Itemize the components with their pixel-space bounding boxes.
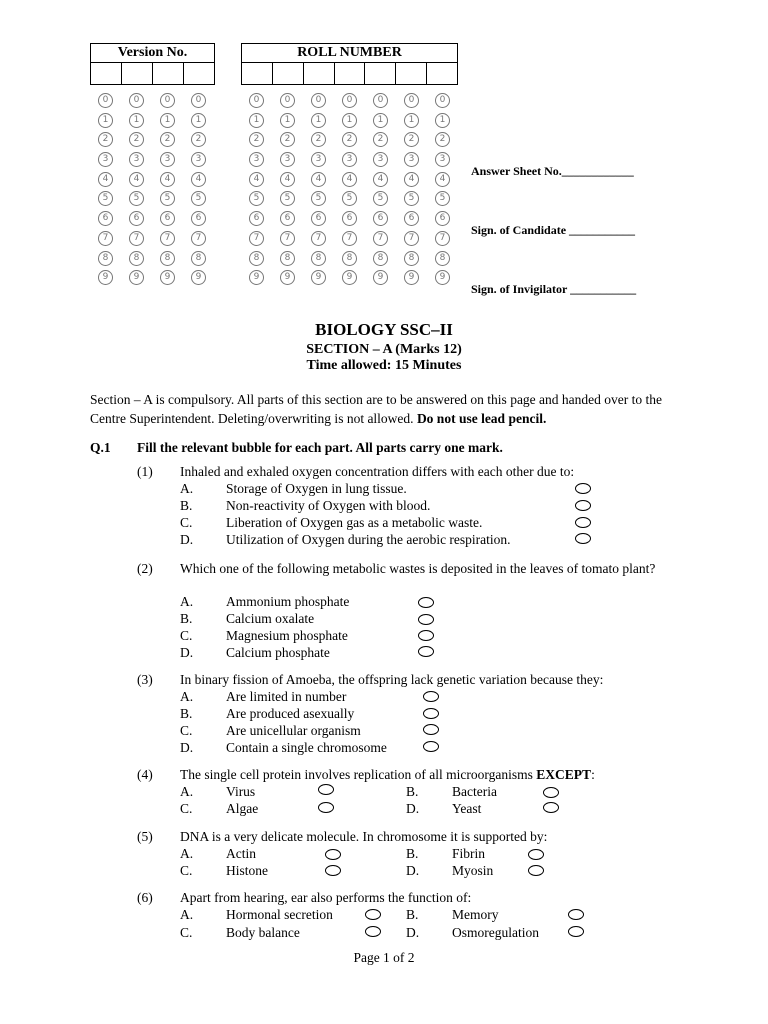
roll-bubble-column (311, 93, 327, 290)
part-question-text: In binary fission of Amoeba, the offspring lack genetic variation because they: (180, 672, 604, 687)
digit-bubble[interactable]: 2 (98, 132, 113, 147)
digit-bubble[interactable]: 4 (191, 172, 206, 187)
version-bubble-column (160, 93, 176, 290)
option-letter: B. (406, 846, 419, 861)
answer-bubble[interactable] (543, 787, 559, 798)
option-text: Actin (226, 846, 256, 861)
digit-bubble[interactable]: 4 (249, 172, 264, 187)
part-question (180, 829, 680, 846)
option-letter: D. (406, 925, 420, 940)
digit-bubble[interactable]: 5 (342, 191, 357, 206)
answer-bubble[interactable] (575, 533, 591, 544)
option-text: Histone (226, 863, 268, 878)
digit-bubble[interactable]: 7 (129, 231, 144, 246)
digit-bubble[interactable]: 5 (311, 191, 326, 206)
digit-bubble[interactable]: 1 (404, 113, 419, 128)
version-number-box (90, 43, 215, 85)
digit-bubble[interactable]: 8 (404, 251, 419, 266)
digit-bubble[interactable]: 3 (98, 152, 113, 167)
answer-bubble[interactable] (528, 865, 544, 876)
part-question (180, 464, 680, 481)
answer-bubble[interactable] (568, 926, 584, 937)
option-letter: B. (406, 907, 419, 922)
option-letter: C. (180, 925, 193, 940)
question-instruction: Fill the relevant bubble for each part. All parts carry one mark. (137, 440, 503, 455)
option-text: Calcium phosphate (226, 645, 330, 660)
digit-bubble[interactable]: 4 (311, 172, 326, 187)
digit-bubble[interactable]: 6 (342, 211, 357, 226)
digit-bubble[interactable]: 0 (249, 93, 264, 108)
digit-bubble[interactable]: 3 (311, 152, 326, 167)
digit-bubble[interactable]: 5 (249, 191, 264, 206)
option-letter: C. (180, 863, 193, 878)
option-text: Bacteria (452, 784, 497, 799)
part-number: (2) (137, 561, 153, 576)
digit-bubble[interactable]: 0 (280, 93, 295, 108)
option-text: Ammonium phosphate (226, 594, 350, 609)
candidate-signature: Sign. of Candidate ___________ (471, 223, 636, 237)
option-text: Body balance (226, 925, 300, 940)
part-question-text: DNA is a very delicate molecule. In chromosome it is supported by: (180, 829, 548, 844)
digit-bubble[interactable]: 9 (373, 270, 388, 285)
digit-bubble[interactable]: 4 (160, 172, 175, 187)
digit-bubble[interactable]: 3 (373, 152, 388, 167)
answer-bubble[interactable] (528, 849, 544, 860)
digit-bubble[interactable]: 7 (249, 231, 264, 246)
digit-bubble[interactable]: 5 (191, 191, 206, 206)
digit-bubble[interactable]: 7 (435, 231, 450, 246)
digit-bubble[interactable]: 3 (280, 152, 295, 167)
digit-bubble[interactable]: 8 (342, 251, 357, 266)
option-text: Are produced asexually (226, 706, 355, 721)
option-letter: B. (406, 784, 419, 799)
digit-bubble[interactable]: 9 (191, 270, 206, 285)
version-digit-cell[interactable] (153, 63, 184, 85)
option-text: Hormonal secretion (226, 907, 333, 922)
part-number: (3) (137, 672, 153, 687)
digit-bubble[interactable]: 9 (249, 270, 264, 285)
part-number: (1) (137, 464, 153, 479)
digit-bubble[interactable]: 7 (98, 231, 113, 246)
digit-bubble[interactable]: 9 (160, 270, 175, 285)
digit-bubble[interactable]: 3 (160, 152, 175, 167)
digit-bubble[interactable]: 3 (404, 152, 419, 167)
option-text: Magnesium phosphate (226, 628, 348, 643)
digit-bubble[interactable]: 1 (160, 113, 175, 128)
digit-bubble[interactable]: 6 (373, 211, 388, 226)
digit-bubble[interactable]: 0 (98, 93, 113, 108)
part-question-text: Apart from hearing, ear also performs the function of: (180, 890, 472, 905)
option-letter: A. (180, 846, 194, 861)
version-number-label: Version No. (91, 44, 214, 63)
roll-digit-cell[interactable] (273, 63, 304, 85)
option-text: Yeast (452, 801, 482, 816)
digit-bubble[interactable]: 3 (129, 152, 144, 167)
digit-bubble[interactable]: 4 (129, 172, 144, 187)
digit-bubble[interactable]: 2 (342, 132, 357, 147)
roll-bubble-column (342, 93, 358, 290)
digit-bubble[interactable]: 2 (373, 132, 388, 147)
answer-bubble[interactable] (423, 741, 439, 752)
digit-bubble[interactable]: 4 (280, 172, 295, 187)
digit-bubble[interactable]: 6 (129, 211, 144, 226)
section-title: SECTION – A (Marks 12) (306, 342, 462, 357)
digit-bubble[interactable]: 7 (373, 231, 388, 246)
subject-title: BIOLOGY SSC–II (315, 320, 453, 339)
digit-bubble[interactable]: 9 (435, 270, 450, 285)
digit-bubble[interactable]: 6 (280, 211, 295, 226)
answer-bubble[interactable] (365, 909, 381, 920)
option-letter: B. (180, 706, 193, 721)
option-text: Contain a single chromosome (226, 740, 387, 755)
page-number: Page 1 of 2 (353, 950, 415, 965)
digit-bubble[interactable]: 5 (373, 191, 388, 206)
instructions-text: Section – A is compulsory. All parts of this section are to be answered on this page and handed over to the Centre Superintendent. Deleting/overwriting is not allowed. (90, 392, 663, 426)
digit-bubble[interactable]: 8 (191, 251, 206, 266)
digit-bubble[interactable]: 4 (404, 172, 419, 187)
roll-digit-cell[interactable] (365, 63, 396, 85)
digit-bubble[interactable]: 4 (98, 172, 113, 187)
answer-bubble[interactable] (568, 909, 584, 920)
roll-bubble-column (280, 93, 296, 290)
answer-bubble[interactable] (418, 630, 434, 641)
roll-bubble-column (404, 93, 420, 290)
option-text: Liberation of Oxygen gas as a metabolic waste. (226, 515, 483, 530)
option-letter: B. (180, 498, 193, 513)
part-question-end: : (591, 767, 595, 782)
digit-bubble[interactable]: 3 (342, 152, 357, 167)
digit-bubble[interactable]: 7 (311, 231, 326, 246)
roll-number-box (241, 43, 458, 85)
digit-bubble[interactable]: 6 (98, 211, 113, 226)
digit-bubble[interactable]: 6 (191, 211, 206, 226)
digit-bubble[interactable]: 6 (435, 211, 450, 226)
part-question-text: Inhaled and exhaled oxygen concentration differs with each other due to: (180, 464, 575, 479)
option-letter: A. (180, 481, 194, 496)
digit-bubble[interactable]: 5 (435, 191, 450, 206)
digit-bubble[interactable]: 4 (342, 172, 357, 187)
digit-bubble[interactable]: 1 (191, 113, 206, 128)
digit-bubble[interactable]: 8 (249, 251, 264, 266)
digit-bubble[interactable]: 3 (249, 152, 264, 167)
digit-bubble[interactable]: 5 (404, 191, 419, 206)
digit-bubble[interactable]: 0 (404, 93, 419, 108)
digit-bubble[interactable]: 2 (311, 132, 326, 147)
digit-bubble[interactable]: 2 (249, 132, 264, 147)
answer-bubble[interactable] (418, 614, 434, 625)
digit-bubble[interactable]: 7 (191, 231, 206, 246)
digit-bubble[interactable]: 2 (129, 132, 144, 147)
digit-bubble[interactable]: 0 (311, 93, 326, 108)
digit-bubble[interactable]: 9 (129, 270, 144, 285)
option-letter: A. (180, 784, 194, 799)
roll-digit-cell[interactable] (335, 63, 366, 85)
roll-digit-cell[interactable] (242, 63, 273, 85)
digit-bubble[interactable]: 4 (373, 172, 388, 187)
digit-bubble[interactable]: 5 (280, 191, 295, 206)
digit-bubble[interactable]: 4 (435, 172, 450, 187)
option-text: Memory (452, 907, 499, 922)
digit-bubble[interactable]: 0 (129, 93, 144, 108)
digit-bubble[interactable]: 0 (342, 93, 357, 108)
digit-bubble[interactable]: 1 (129, 113, 144, 128)
digit-bubble[interactable]: 7 (280, 231, 295, 246)
digit-bubble[interactable]: 8 (129, 251, 144, 266)
roll-bubble-column (249, 93, 265, 290)
answer-bubble[interactable] (365, 926, 381, 937)
option-letter: D. (406, 863, 420, 878)
answer-bubble[interactable] (318, 802, 334, 813)
option-text: Myosin (452, 863, 494, 878)
option-text: Are limited in number (226, 689, 347, 704)
digit-bubble[interactable]: 2 (435, 132, 450, 147)
digit-bubble[interactable]: 9 (311, 270, 326, 285)
digit-bubble[interactable]: 8 (435, 251, 450, 266)
part-question-emphasis: EXCEPT (536, 767, 592, 782)
digit-bubble[interactable]: 1 (342, 113, 357, 128)
digit-bubble[interactable]: 6 (311, 211, 326, 226)
version-bubble-column (129, 93, 145, 290)
roll-bubble-column (435, 93, 451, 290)
digit-bubble[interactable]: 0 (373, 93, 388, 108)
invigilator-signature: Sign. of Invigilator ___________ (471, 282, 637, 296)
digit-bubble[interactable]: 2 (404, 132, 419, 147)
roll-digit-cell[interactable] (396, 63, 427, 85)
digit-bubble[interactable]: 3 (435, 152, 450, 167)
answer-bubble[interactable] (318, 784, 334, 795)
digit-bubble[interactable]: 5 (98, 191, 113, 206)
roll-bubble-column (373, 93, 389, 290)
digit-bubble[interactable]: 8 (373, 251, 388, 266)
digit-bubble[interactable]: 2 (160, 132, 175, 147)
digit-bubble[interactable]: 1 (311, 113, 326, 128)
digit-bubble[interactable]: 0 (435, 93, 450, 108)
option-letter: C. (180, 801, 193, 816)
answer-bubble[interactable] (575, 500, 591, 511)
option-text: Utilization of Oxygen during the aerobic respiration. (226, 532, 511, 547)
option-text: Algae (226, 801, 259, 816)
digit-bubble[interactable]: 0 (160, 93, 175, 108)
answer-bubble[interactable] (325, 849, 341, 860)
time-allowed: Time allowed: 15 Minutes (306, 358, 462, 373)
answer-bubble[interactable] (575, 517, 591, 528)
option-letter: D. (180, 740, 194, 755)
digit-bubble[interactable]: 0 (191, 93, 206, 108)
option-text: Fibrin (452, 846, 486, 861)
digit-bubble[interactable]: 9 (98, 270, 113, 285)
digit-bubble[interactable]: 2 (191, 132, 206, 147)
answer-bubble[interactable] (423, 691, 439, 702)
digit-bubble[interactable]: 8 (98, 251, 113, 266)
version-digit-cell[interactable] (122, 63, 153, 85)
digit-bubble[interactable]: 9 (342, 270, 357, 285)
part-number: (6) (137, 890, 153, 905)
digit-bubble[interactable]: 5 (160, 191, 175, 206)
option-letter: D. (180, 532, 194, 547)
digit-bubble[interactable]: 7 (342, 231, 357, 246)
answer-sheet-number: Answer Sheet No.____________ (471, 164, 634, 178)
roll-digit-cell[interactable] (304, 63, 335, 85)
option-text: Non-reactivity of Oxygen with blood. (226, 498, 431, 513)
option-letter: B. (180, 611, 193, 626)
digit-bubble[interactable]: 8 (160, 251, 175, 266)
digit-bubble[interactable]: 8 (280, 251, 295, 266)
option-letter: A. (180, 907, 194, 922)
option-text: Calcium oxalate (226, 611, 315, 626)
digit-bubble[interactable]: 3 (191, 152, 206, 167)
answer-bubble[interactable] (575, 483, 591, 494)
part-question-text: The single cell protein involves replication of all microorganisms (180, 767, 537, 782)
version-bubble-column (98, 93, 114, 290)
answer-bubble[interactable] (423, 724, 439, 735)
option-letter: C. (180, 628, 193, 643)
part-question (180, 890, 680, 907)
digit-bubble[interactable]: 5 (129, 191, 144, 206)
part-number: (4) (137, 767, 153, 782)
digit-bubble[interactable]: 1 (249, 113, 264, 128)
digit-bubble[interactable]: 2 (280, 132, 295, 147)
version-digit-cell[interactable] (91, 63, 122, 85)
option-letter: C. (180, 515, 193, 530)
answer-bubble[interactable] (418, 646, 434, 657)
part-number: (5) (137, 829, 153, 844)
option-letter: A. (180, 689, 194, 704)
roll-digit-cell[interactable] (427, 63, 457, 85)
option-letter: C. (180, 723, 193, 738)
digit-bubble[interactable]: 1 (280, 113, 295, 128)
option-text: Osmoregulation (452, 925, 539, 940)
question-number: Q.1 (90, 440, 111, 455)
option-letter: D. (406, 801, 420, 816)
digit-bubble[interactable]: 6 (160, 211, 175, 226)
digit-bubble[interactable]: 8 (311, 251, 326, 266)
digit-bubble[interactable]: 6 (404, 211, 419, 226)
digit-bubble[interactable]: 7 (160, 231, 175, 246)
digit-bubble[interactable]: 1 (98, 113, 113, 128)
part-question (180, 767, 680, 784)
option-text: Storage of Oxygen in lung tissue. (226, 481, 407, 496)
part-question-text: Which one of the following metabolic wastes is deposited in the leaves of tomato plant? (180, 561, 656, 576)
digit-bubble[interactable]: 9 (404, 270, 419, 285)
answer-bubble[interactable] (325, 865, 341, 876)
part-question (180, 561, 680, 578)
answer-bubble[interactable] (543, 802, 559, 813)
option-letter: D. (180, 645, 194, 660)
option-text: Are unicellular organism (226, 723, 361, 738)
digit-bubble[interactable]: 7 (404, 231, 419, 246)
instructions (90, 390, 680, 428)
digit-bubble[interactable]: 1 (435, 113, 450, 128)
digit-bubble[interactable]: 1 (373, 113, 388, 128)
instructions-warning: Do not use lead pencil. (416, 411, 547, 426)
digit-bubble[interactable]: 6 (249, 211, 264, 226)
version-digit-cell[interactable] (184, 63, 214, 85)
roll-number-label: ROLL NUMBER (242, 44, 457, 63)
answer-bubble[interactable] (418, 597, 434, 608)
option-letter: A. (180, 594, 194, 609)
answer-bubble[interactable] (423, 708, 439, 719)
digit-bubble[interactable]: 9 (280, 270, 295, 285)
part-question (180, 672, 680, 689)
option-text: Virus (226, 784, 256, 799)
version-bubble-column (191, 93, 207, 290)
